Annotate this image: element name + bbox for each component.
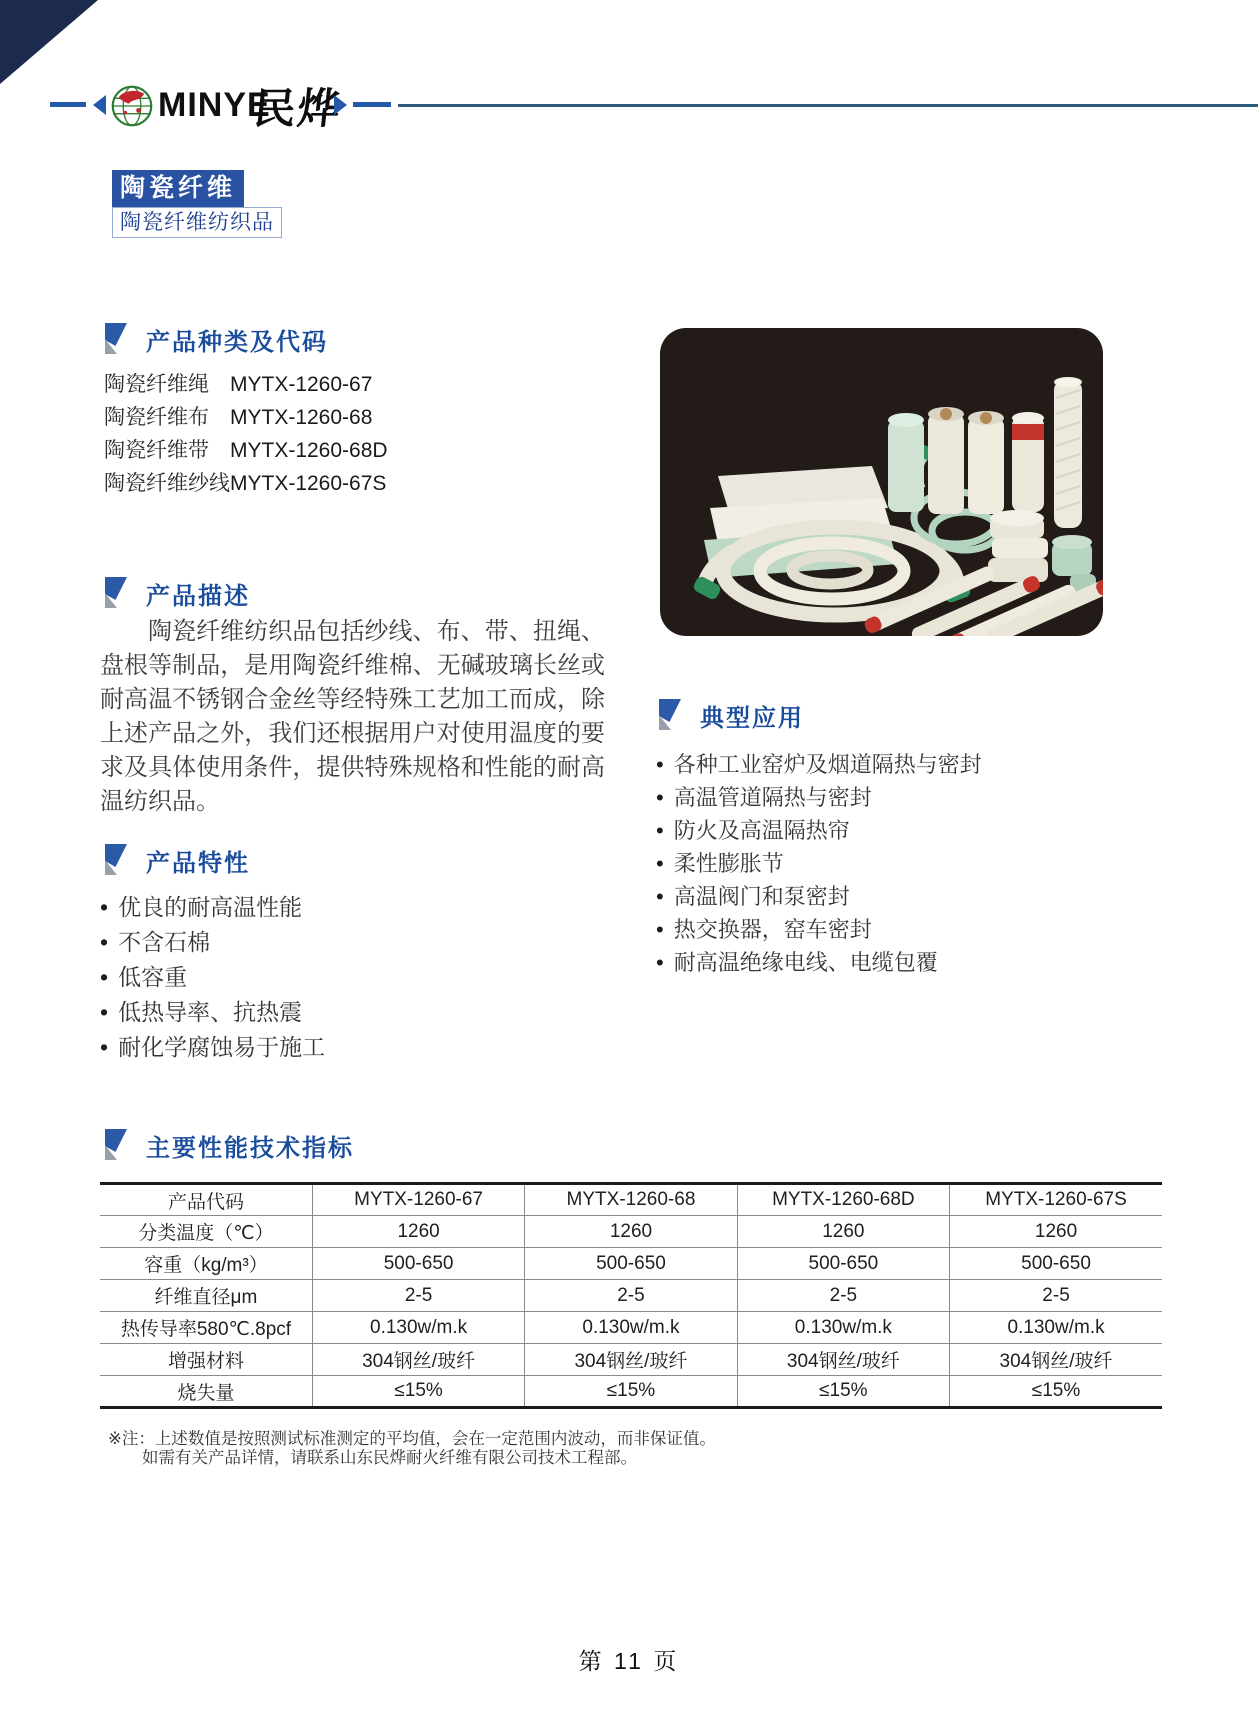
product-code-list bbox=[104, 368, 388, 500]
section-heading-product-codes bbox=[104, 322, 328, 357]
product-name: 陶瓷纤维纱线 bbox=[104, 472, 230, 495]
spec-cell: 500-650 bbox=[950, 1248, 1162, 1280]
row-label: 纤维直径μm bbox=[100, 1280, 312, 1312]
spec-cell: 304钢丝/玻纤 bbox=[737, 1344, 949, 1376]
flag-icon bbox=[658, 699, 682, 732]
table-header-row bbox=[100, 1184, 1162, 1216]
bullet-icon: • bbox=[656, 884, 664, 909]
spec-cell: 500-650 bbox=[312, 1248, 524, 1280]
application-text: 高温管道隔热与密封 bbox=[673, 785, 872, 810]
column-header: 产品代码 bbox=[100, 1184, 312, 1216]
tape-rolls bbox=[988, 510, 1048, 582]
spec-cell: 304钢丝/玻纤 bbox=[525, 1344, 737, 1376]
description-paragraph: 陶瓷纤维纺织品包括纱线、布、带、扭绳、盘根等制品，是用陶瓷纤维棉、无碱玻璃长丝或耐高温不锈钢合金丝等经特殊工艺加工而成，除上述产品之外，我们还根据用户对使用温度的要求及具体使用条件，提供特殊规格和性能的耐高温纺织品。 bbox=[100, 618, 605, 815]
flag-icon bbox=[104, 577, 128, 610]
section-title: 产品特性 bbox=[146, 850, 250, 877]
table-row bbox=[100, 1216, 1162, 1248]
spec-cell: 0.130w/m.k bbox=[312, 1312, 524, 1344]
application-text: 高温阀门和泵密封 bbox=[673, 884, 850, 909]
product-code: MYTX-1260-67 bbox=[230, 373, 373, 396]
list-item bbox=[100, 1030, 325, 1065]
table-row bbox=[100, 1312, 1162, 1344]
bullet-icon: • bbox=[656, 818, 664, 843]
section-title: 主要性能技术指标 bbox=[146, 1135, 354, 1162]
logo-text-minye: MINYE bbox=[158, 86, 271, 124]
feature-text: 耐化学腐蚀易于施工 bbox=[118, 1034, 326, 1060]
table-row bbox=[100, 1280, 1162, 1312]
list-item bbox=[100, 960, 325, 995]
row-label: 容重（kg/m³） bbox=[100, 1248, 312, 1280]
list-item bbox=[656, 946, 982, 979]
spec-cell: ≤15% bbox=[1031, 1380, 1081, 1401]
bullet-icon: • bbox=[656, 752, 664, 777]
bullet-icon: • bbox=[656, 785, 664, 810]
spec-cell: 0.130w/m.k bbox=[525, 1312, 737, 1344]
logo-text-minye-chinese: 民烨 bbox=[251, 85, 345, 132]
spec-cell: 304钢丝/玻纤 bbox=[312, 1344, 524, 1376]
column-header: MYTX-1260-67 bbox=[312, 1184, 524, 1216]
page-subtitle-box: 陶瓷纤维纺织品 bbox=[112, 207, 282, 238]
row-label: 分类温度（℃） bbox=[100, 1216, 312, 1248]
product-name: 陶瓷纤维绳 bbox=[104, 373, 209, 396]
page-title-badge: 陶瓷纤维 bbox=[112, 170, 244, 207]
bullet-icon: • bbox=[100, 1034, 109, 1060]
spec-cell: 304钢丝/玻纤 bbox=[950, 1344, 1162, 1376]
table-row bbox=[100, 1344, 1162, 1376]
spec-cell: 1260 bbox=[525, 1216, 737, 1248]
header-rule-right bbox=[353, 102, 391, 107]
list-item bbox=[656, 748, 982, 781]
product-code: MYTX-1260-67S bbox=[230, 472, 387, 495]
flag-icon bbox=[104, 1129, 128, 1162]
globe-logo-icon bbox=[110, 84, 154, 128]
applications-list bbox=[656, 748, 982, 979]
spec-cell: 500-650 bbox=[525, 1248, 737, 1280]
product-code: MYTX-1260-68 bbox=[230, 406, 373, 429]
column-header: MYTX-1260-67S bbox=[950, 1184, 1162, 1216]
section-title: 产品种类及代码 bbox=[146, 329, 328, 356]
application-text: 各种工业窑炉及烟道隔热与密封 bbox=[673, 752, 982, 777]
spec-cell: 2-5 bbox=[737, 1280, 949, 1312]
section-heading-description bbox=[104, 576, 250, 611]
header-rule-long bbox=[398, 104, 1258, 107]
section-title: 典型应用 bbox=[700, 705, 804, 732]
row-label: 烧失量 bbox=[100, 1376, 312, 1408]
application-text: 柔性膨胀节 bbox=[673, 851, 784, 876]
section-heading-specs bbox=[104, 1128, 354, 1163]
bullet-icon: • bbox=[656, 851, 664, 876]
list-item bbox=[100, 890, 325, 925]
list-item bbox=[656, 880, 982, 913]
list-item bbox=[104, 401, 388, 434]
specs-table bbox=[100, 1182, 1162, 1409]
note-line: ※注：上述数值是按照测试标准测定的平均值，会在一定范围内波动，而非保证值。 bbox=[108, 1430, 716, 1448]
list-item bbox=[656, 781, 982, 814]
bullet-icon: • bbox=[100, 999, 109, 1025]
product-photo bbox=[660, 328, 1103, 636]
spec-cell: 0.130w/m.k bbox=[950, 1312, 1162, 1344]
column-header: MYTX-1260-68 bbox=[525, 1184, 737, 1216]
flag-icon bbox=[104, 844, 128, 877]
list-item bbox=[656, 913, 982, 946]
table-notes bbox=[108, 1430, 716, 1468]
product-name: 陶瓷纤维带 bbox=[104, 439, 209, 462]
application-text: 防火及高温隔热帘 bbox=[673, 818, 850, 843]
corner-triangle-decoration bbox=[0, 0, 98, 84]
spec-cell: 1260 bbox=[950, 1216, 1162, 1248]
bullet-icon: • bbox=[100, 929, 109, 955]
page-number: 第 11 页 bbox=[578, 1648, 680, 1674]
section-title: 产品描述 bbox=[146, 583, 250, 610]
spec-cell: 2-5 bbox=[525, 1280, 737, 1312]
section-heading-features bbox=[104, 843, 250, 878]
table-row bbox=[100, 1248, 1162, 1280]
list-item bbox=[100, 995, 325, 1030]
spec-cell: ≤15% bbox=[737, 1376, 949, 1408]
product-code: MYTX-1260-68D bbox=[230, 439, 388, 462]
header-rule-left bbox=[50, 102, 86, 107]
bullet-icon: • bbox=[100, 894, 109, 920]
row-label: 增强材料 bbox=[100, 1344, 312, 1376]
arrow-left-icon bbox=[93, 95, 106, 115]
spec-cell: 0.130w/m.k bbox=[737, 1312, 949, 1344]
table-row bbox=[100, 1376, 1162, 1408]
spec-cell: ≤15% bbox=[312, 1376, 524, 1408]
column-header: MYTX-1260-68D bbox=[737, 1184, 949, 1216]
section-heading-applications bbox=[658, 698, 804, 733]
features-list bbox=[100, 890, 325, 1065]
row-label: 热传导率580℃.8pcf bbox=[100, 1312, 312, 1344]
bullet-icon: • bbox=[656, 917, 664, 942]
spec-cell: 1260 bbox=[737, 1216, 949, 1248]
yarn-spools bbox=[888, 407, 1004, 514]
spec-cell: 500-650 bbox=[737, 1248, 949, 1280]
list-item bbox=[100, 925, 325, 960]
bullet-icon: • bbox=[100, 964, 109, 990]
spec-cell: 2-5 bbox=[312, 1280, 524, 1312]
bullet-icon: • bbox=[656, 950, 664, 975]
spec-cell: ≤15% bbox=[525, 1376, 737, 1408]
list-item bbox=[656, 814, 982, 847]
spec-cell: 2-5 bbox=[950, 1280, 1162, 1312]
list-item bbox=[104, 467, 388, 500]
application-text: 热交换器，窑车密封 bbox=[673, 917, 872, 942]
list-item bbox=[104, 368, 388, 401]
feature-text: 低容重 bbox=[118, 964, 188, 990]
feature-text: 低热导率、抗热震 bbox=[118, 999, 303, 1025]
arrow-right-icon bbox=[334, 95, 347, 115]
flag-icon bbox=[104, 323, 128, 356]
feature-text: 不含石棉 bbox=[118, 929, 211, 955]
note-line: 如需有关产品详情，请联系山东民烨耐火纤维有限公司技术工程部。 bbox=[142, 1449, 637, 1467]
feature-text: 优良的耐高温性能 bbox=[118, 894, 303, 920]
spec-cell: 1260 bbox=[312, 1216, 524, 1248]
application-text: 耐高温绝缘电线、电缆包覆 bbox=[673, 950, 938, 975]
list-item bbox=[656, 847, 982, 880]
list-item bbox=[104, 434, 388, 467]
product-name: 陶瓷纤维布 bbox=[104, 406, 209, 429]
